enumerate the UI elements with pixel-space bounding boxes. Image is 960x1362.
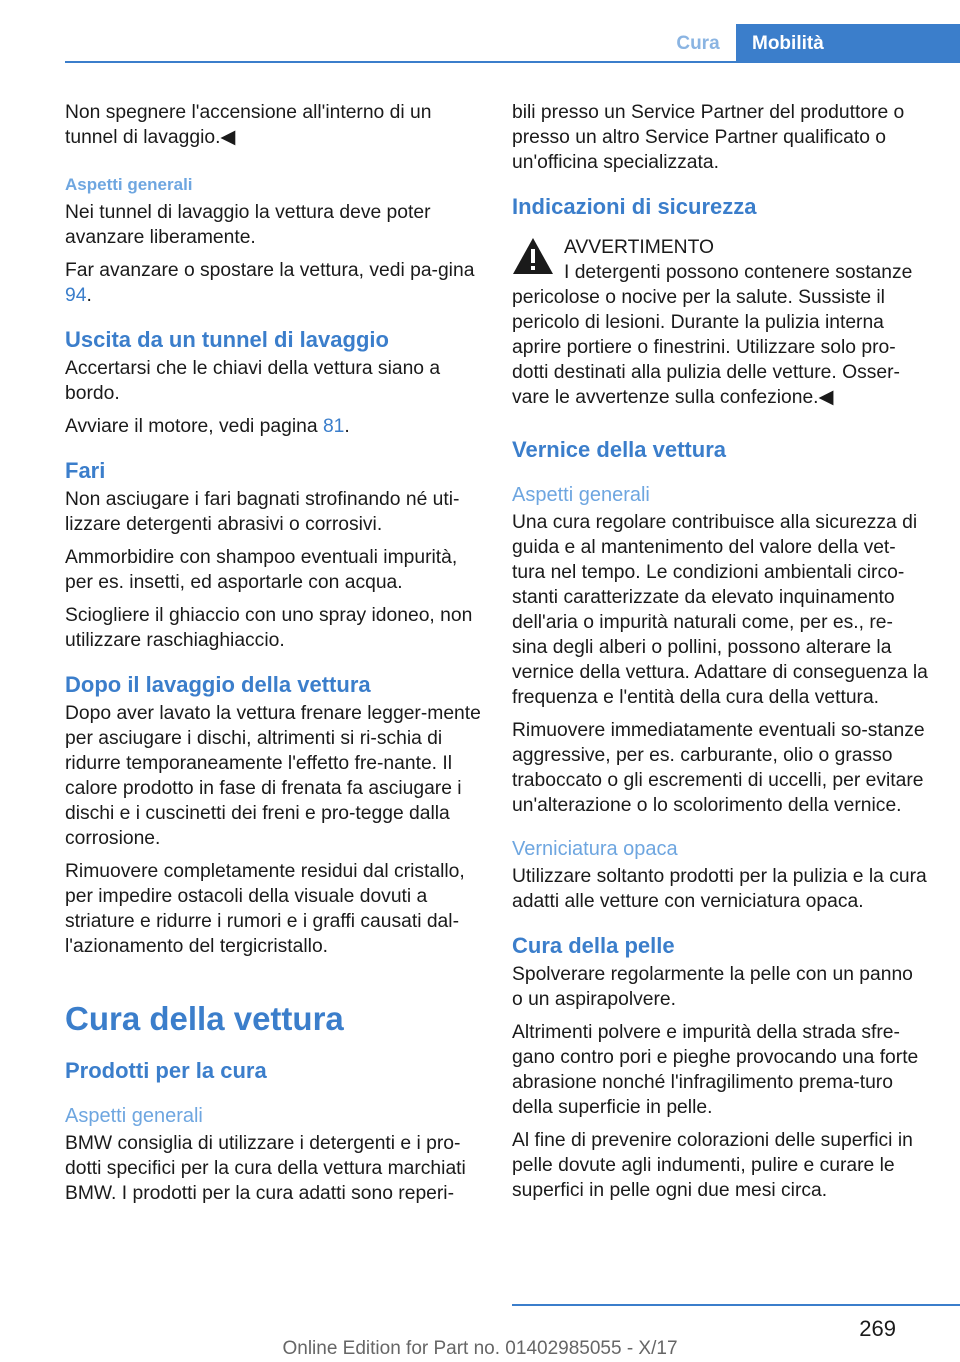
heading-prodotti: Prodotti per la cura bbox=[65, 1058, 267, 1083]
heading-aspetti-generali-3: Aspetti generali bbox=[512, 484, 650, 506]
vernice-text-1: Una cura regolare contribuisce alla sicurezza di guida e al mantenimento del valore della vet-tura nel tempo. Le condizioni ambientali circo-stanti caratterizzate da elevato inquinamento dell'aria o impurità naturali come, per es., re-sina degli alberi o pollini, possono alterare la vernice della vettura. Adattare di conseguenza la frequenza e l'entità della cura della vettura. bbox=[512, 512, 928, 708]
dopo-text-1: Dopo aver lavato la vettura frenare legger-mente per asciugare i dischi, altrimenti si ri-schia di ridurre temporaneamente l'effetto fre-nante. Il calore prodotto in fase di frenata fa asciugare i dischi e i cuscinetti dei freni e pro-tegge dalla corrosione. bbox=[65, 703, 481, 849]
tab-mobilita[interactable]: Mobilità bbox=[736, 24, 960, 63]
heading-vernice: Vernice della vettura bbox=[512, 437, 726, 462]
continued-text: bili presso un Service Partner del produttore o presso un altro Service Partner qualificato o un'officina specializzata. bbox=[512, 102, 905, 173]
bmw-text: BMW consiglia di utilizzare i detergenti e i pro-dotti specifici per la cura della vettura marchiati BMW. I prodotti per la cura adatti sono reperi- bbox=[65, 1133, 466, 1204]
page-link-81[interactable]: 81 bbox=[322, 416, 345, 437]
right-column bbox=[512, 100, 928, 1211]
heading-aspetti-generali: Aspetti generali bbox=[65, 175, 193, 194]
dopo-text-2: Rimuovere completamente residui dal cristallo, per impedire ostacoli della visuale dovuti a striature e ridurre i rumori e i graffi causati dal-l'azionamento del tergicristallo. bbox=[65, 861, 465, 957]
text-span: . bbox=[344, 416, 350, 437]
heading-fari: Fari bbox=[65, 458, 106, 483]
pelle-text-3: Al fine di prevenire colorazioni delle superfici in pelle dovute agli indumenti, pulire e curare le superfici in pelle ogni due mesi circa. bbox=[512, 1130, 913, 1201]
tunnel-text-1: Nei tunnel di lavaggio la vettura deve poter avanzare liberamente. bbox=[65, 202, 431, 248]
heading-sicurezza: Indicazioni di sicurezza bbox=[512, 194, 757, 219]
heading-dopo-lavaggio: Dopo il lavaggio della vettura bbox=[65, 672, 371, 697]
uscita-text-1: Accertarsi che le chiavi della vettura siano a bordo. bbox=[65, 358, 441, 404]
edition-footer: Online Edition for Part no. 01402985055 - X/17 bbox=[282, 1338, 678, 1359]
intro-text: Non spegnere l'accensione all'interno di un tunnel di lavaggio.◀ bbox=[65, 102, 432, 148]
fari-text-1: Non asciugare i fari bagnati strofinando né uti-lizzare detergenti abrasivi o corrosivi. bbox=[65, 489, 460, 535]
fari-text-3: Sciogliere il ghiaccio con uno spray idoneo, non utilizzare raschiaghiaccio. bbox=[65, 605, 473, 651]
text-span: Far avanzare o spostare la vettura, vedi pa-gina bbox=[65, 260, 475, 281]
fari-text-2: Ammorbidire con shampoo eventuali impurità, per es. insetti, ed asportarle con acqua. bbox=[65, 547, 458, 593]
text-span: Avviare il motore, vedi pagina bbox=[65, 416, 323, 437]
page-number: 269 bbox=[859, 1316, 896, 1341]
left-column bbox=[65, 100, 481, 1214]
tab-cura[interactable]: Cura bbox=[676, 33, 720, 54]
page-link-94[interactable]: 94 bbox=[65, 285, 87, 306]
tunnel-text-2 bbox=[65, 258, 481, 308]
vernice-text-2: Rimuovere immediatamente eventuali so-stanze aggressive, per es. carburante, olio o grasso traboccato o gli escrementi di uccelli, per evitare un'alterazione o lo scolorimento della vernice. bbox=[512, 720, 925, 816]
uscita-text-2 bbox=[65, 414, 481, 439]
heading-cura-pelle: Cura della pelle bbox=[512, 933, 675, 958]
text-span: . bbox=[86, 285, 92, 306]
warning-block bbox=[512, 235, 928, 410]
warning-triangle-icon bbox=[512, 237, 554, 275]
warning-title: AVVERTIMENTO bbox=[564, 237, 714, 258]
pelle-text-1: Spolverare regolarmente la pelle con un panno o un aspirapolvere. bbox=[512, 964, 913, 1010]
footer-rule bbox=[512, 1304, 960, 1306]
warning-text: I detergenti possono contenere sostanze pericolose o nocive per la salute. Sussiste il pericolo di lesioni. Durante la pulizia interna aprire portiere o finestrini. Utilizzare solo pro-dotti destinati alla pulizia delle vetture. Osser-vare le avvertenze sulla confezione.◀ bbox=[512, 262, 913, 408]
opaca-text: Utilizzare soltanto prodotti per la pulizia e la cura adatti alle vetture con verniciatura opaca. bbox=[512, 866, 927, 912]
heading-aspetti-generali-2: Aspetti generali bbox=[65, 1105, 203, 1127]
heading-verniciatura-opaca: Verniciatura opaca bbox=[512, 838, 678, 860]
heading-cura-vettura: Cura della vettura bbox=[65, 1000, 344, 1037]
heading-uscita: Uscita da un tunnel di lavaggio bbox=[65, 327, 389, 352]
pelle-text-2: Altrimenti polvere e impurità della strada sfre-gano contro pori e pieghe provocando una forte abrasione nonché l'infragilimento prema-turo della superficie in pelle. bbox=[512, 1022, 919, 1118]
